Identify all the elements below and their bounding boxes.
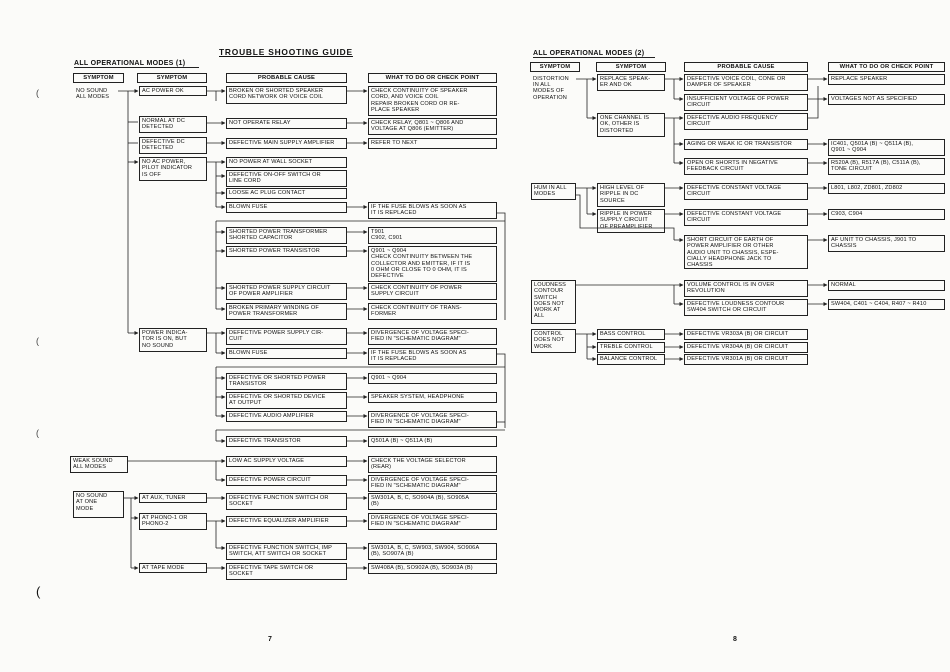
cause-loose-plug: LOOSE AC PLUG CONTACT (226, 188, 347, 199)
symptom-balance-control: BALANCE CONTROL (597, 354, 665, 365)
cause-shorted-transistor: SHORTED POWER TRANSISTOR (226, 246, 347, 257)
action-check-speaker: CHECK CONTINUITY OF SPEAKER CORD, AND VOICE COIL REPAIR BROKEN CORD OR RE- PLACE SPEAKER (368, 86, 497, 116)
symptom-bass-control: BASS CONTROL (597, 329, 665, 340)
cause-constant-voltage-2: DEFECTIVE CONSTANT VOLTAGE CIRCUIT (684, 209, 808, 226)
page-number-7: 7 (268, 636, 272, 643)
cause-no-wall-power: NO POWER AT WALL SOCKET (226, 157, 347, 168)
symptom-power-indicator-on: POWER INDICA- TOR IS ON, BUT NO SOUND (139, 328, 207, 352)
margin-mark: ( (36, 428, 39, 438)
action-refer-next: REFER TO NEXT (368, 138, 497, 149)
cause-constant-voltage-1: DEFECTIVE CONSTANT VOLTAGE CIRCUIT (684, 183, 808, 200)
symptom-ripple-preamp: RIPPLE IN POWER SUPPLY CIRCUIT OF PREAMPLIFIER (597, 209, 665, 233)
action-ic401: IC401, Q501A (B) ~ Q511A (B), Q901 ~ Q904 (828, 139, 945, 156)
cause-low-ac: LOW AC SUPPLY VOLTAGE (226, 456, 347, 467)
symptom-no-ac-power: NO AC POWER, PILOT INDICATOR IS OFF (139, 157, 207, 181)
cause-volume-control: VOLUME CONTROL IS IN OVER REVOLUTION (684, 280, 808, 297)
action-voltages-not-specified: VOLTAGES NOT AS SPECIFIED (828, 94, 945, 105)
action-check-supply: CHECK CONTINUITY OF POWER SUPPLY CIRCUIT (368, 283, 497, 300)
header-check-point: WHAT TO DO OR CHECK POINT (368, 73, 497, 83)
symptom-replace-speaker: REPLACE SPEAK- ER AND OK (597, 74, 665, 91)
action-fuse-blows-1: IF THE FUSE BLOWS AS SOON AS IT IS REPLACED (368, 202, 497, 219)
cause-insufficient-voltage: INSUFFICIENT VOLTAGE OF POWER CIRCUIT (684, 94, 808, 111)
cause-vr304: DEFECTIVE VR304A (B) OR CIRCUIT (684, 342, 808, 353)
cause-audio-amplifier: DEFECTIVE AUDIO AMPLIFIER (226, 411, 347, 422)
symptom-weak-sound: WEAK SOUND ALL MODES (70, 456, 128, 473)
symptom-one-channel: ONE CHANNEL IS OK, OTHER IS DISTORTED (597, 113, 665, 137)
cause-earth-short: SHORT CIRCUIT OF EARTH OF POWER AMPLIFIER OR OTHER AUDIO UNIT TO CHASSIS, ESPE- CIALLY HEADPHONE JACK TO CHASSIS (684, 235, 808, 269)
action-r520a: R520A (B), R517A (B), C511A (B), TONE CIRCUIT (828, 158, 945, 175)
cause-defective-transistor: DEFECTIVE TRANSISTOR (226, 436, 347, 447)
symptom-defective-dc: DEFECTIVE DC DETECTED (139, 137, 207, 154)
cause-function-switch: DEFECTIVE FUNCTION SWITCH OR SOCKET (226, 493, 347, 510)
symptom-distortion: DISTORTION IN ALL MODES OF OPERATION (533, 76, 569, 101)
section-title-1: ALL OPERATIONAL MODES (1) (74, 60, 199, 68)
action-normal: NORMAL (828, 280, 945, 291)
symptom-loudness: LOUDNESS CONTOUR SWITCH DOES NOT WORK AT ALL (531, 280, 576, 324)
cause-defective-power-supply: DEFECTIVE POWER SUPPLY CIR- CUIT (226, 328, 347, 345)
cause-equalizer: DEFECTIVE EQUALIZER AMPLIFIER (226, 516, 347, 527)
action-q901-continuity: Q901 ~ Q904 CHECK CONTINUITY BETWEEN THE COLLECTOR AND EMITTER, IF IT IS 0 OHM OR CLOSE TO 0 OHM, IT IS DEFECTIVE (368, 246, 497, 282)
symptom-treble-control: TREBLE CONTROL (597, 342, 665, 353)
symptom-ac-power-ok: AC POWER OK (139, 86, 207, 96)
action-fuse-blows-2: IF THE FUSE BLOWS AS SOON AS IT IS REPLACED (368, 348, 497, 365)
action-divergence-2: DIVERGENCE OF VOLTAGE SPECI- FIED IN "SCHEMATIC DIAGRAM" (368, 411, 497, 428)
margin-mark: ( (36, 88, 39, 98)
action-sw404: SW404, C401 ~ C404, R407 ~ R410 (828, 299, 945, 310)
cause-power-circuit: DEFECTIVE POWER CIRCUIT (226, 475, 347, 486)
action-speaker-headphone: SPEAKER SYSTEM, HEADPHONE (368, 392, 497, 403)
symptom-phono: AT PHONO-1 OR PHONO-2 (139, 513, 207, 530)
header-symptom-3: SYMPTOM (530, 62, 580, 72)
header-symptom-1: SYMPTOM (73, 73, 124, 83)
cause-relay: NOT OPERATE RELAY (226, 118, 347, 129)
action-check-relay: CHECK RELAY, Q801 ~ Q806 AND VOLTAGE AT Q806 (EMITTER) (368, 118, 497, 135)
section-title-2: ALL OPERATIONAL MODES (2) (533, 50, 655, 58)
action-q501: Q501A (B) ~ Q511A (B) (368, 436, 497, 447)
symptom-hum: HUM IN ALL MODES (531, 183, 576, 200)
symptom-aux-tuner: AT AUX, TUNER (139, 493, 207, 503)
cause-loudness-switch: DEFECTIVE LOUDNESS CONTOUR SW404 SWITCH OR CIRCUIT (684, 299, 808, 316)
header-probable-cause-2: PROBABLE CAUSE (684, 62, 808, 72)
cause-tape-switch: DEFECTIVE TAPE SWITCH OR SOCKET (226, 563, 347, 580)
header-symptom-4: SYMPTOM (596, 62, 666, 72)
cause-function-imp-att-switch: DEFECTIVE FUNCTION SWITCH, IMP SWITCH, ATT SWITCH OR SOCKET (226, 543, 347, 560)
symptom-high-ripple: HIGH LEVEL OF RIPPLE IN DC SOURCE (597, 183, 665, 207)
cause-output-device: DEFECTIVE OR SHORTED DEVICE AT OUTPUT (226, 392, 347, 409)
symptom-tape-mode: AT TAPE MODE (139, 563, 207, 573)
margin-mark: ( (36, 336, 39, 346)
action-sw301-so904: SW301A, B, C, SO904A (B), SO905A (B) (368, 493, 497, 510)
symptom-no-sound-one-mode: NO SOUND AT ONE MODE (73, 491, 124, 518)
cause-broken-winding: BROKEN PRIMARY WINDING OF POWER TRANSFORMER (226, 303, 347, 320)
cause-audio-frequency: DEFECTIVE AUDIO FREQUENCY CIRCUIT (684, 113, 808, 130)
action-voltage-selector: CHECK THE VOLTAGE SELECTOR (REAR) (368, 456, 497, 473)
page-number-8: 8 (733, 636, 737, 643)
cause-vr303: DEFECTIVE VR303A (B) OR CIRCUIT (684, 329, 808, 340)
action-af-unit: AF UNIT TO CHASSIS, J901 TO CHASSIS (828, 235, 945, 252)
cause-main-supply: DEFECTIVE MAIN SUPPLY AMPLIFIER (226, 138, 347, 149)
cause-onoff-switch: DEFECTIVE ON-OFF SWITCH OR LINE CORD (226, 170, 347, 187)
action-replace-speaker: REPLACE SPEAKER (828, 74, 945, 85)
action-sw408: SW408A (B), SO902A (B), SO903A (B) (368, 563, 497, 574)
symptom-control: CONTROL DOES NOT WORK (531, 329, 576, 353)
cause-blown-fuse-1: BLOWN FUSE (226, 202, 347, 213)
cause-blown-fuse-2: BLOWN FUSE (226, 348, 347, 359)
header-symptom-2: SYMPTOM (137, 73, 207, 83)
action-divergence-3: DIVERGENCE OF VOLTAGE SPECI- FIED IN "SCHEMATIC DIAGRAM" (368, 475, 497, 492)
cause-negative-feedback: OPEN OR SHORTS IN NEGATIVE FEEDBACK CIRCUIT (684, 158, 808, 175)
action-l801: L801, L802, ZD801, ZD802 (828, 183, 945, 194)
cause-shorted-supply-circuit: SHORTED POWER SUPPLY CIRCUIT OF POWER AMPLIFIER (226, 283, 347, 300)
margin-mark: ( (36, 584, 41, 599)
action-divergence-1: DIVERGENCE OF VOLTAGE SPECI- FIED IN "SCHEMATIC DIAGRAM" (368, 328, 497, 345)
cause-power-transistor: DEFECTIVE OR SHORTED POWER TRANSISTOR (226, 373, 347, 390)
action-t901: T901 C902, C901 (368, 227, 497, 244)
symptom-normal-dc: NORMAL AT DC DETECTED (139, 116, 207, 133)
action-c903: C903, C904 (828, 209, 945, 220)
header-check-point-2: WHAT TO DO OR CHECK POINT (828, 62, 945, 72)
symptom-no-sound-all: NO SOUND ALL MODES (76, 88, 110, 101)
action-check-transformer: CHECK CONTINUITY OF TRANS- FORMER (368, 303, 497, 320)
page-title: TROUBLE SHOOTING GUIDE (219, 47, 353, 57)
action-q901-q904: Q901 ~ Q904 (368, 373, 497, 384)
action-sw301-sw903: SW301A, B, C, SW903, SW904, SO906A (B), SO907A (B) (368, 543, 497, 560)
cause-voice-coil: DEFECTIVE VOICE COIL, CONE OR DAMPER OF SPEAKER (684, 74, 808, 91)
cause-vr301: DEFECTIVE VR301A (B) OR CIRCUIT (684, 354, 808, 365)
cause-speaker-cord: BROKEN OR SHORTED SPEAKER CORD NETWORK OR VOICE COIL (226, 86, 347, 104)
action-divergence-4: DIVERGENCE OF VOLTAGE SPECI- FIED IN "SCHEMATIC DIAGRAM" (368, 513, 497, 530)
cause-shorted-transformer: SHORTED POWER TRANSFORMER SHORTED CAPACITOR (226, 227, 347, 244)
cause-aging-ic: AGING OR WEAK IC OR TRANSISTOR (684, 139, 808, 150)
header-probable-cause: PROBABLE CAUSE (226, 73, 347, 83)
